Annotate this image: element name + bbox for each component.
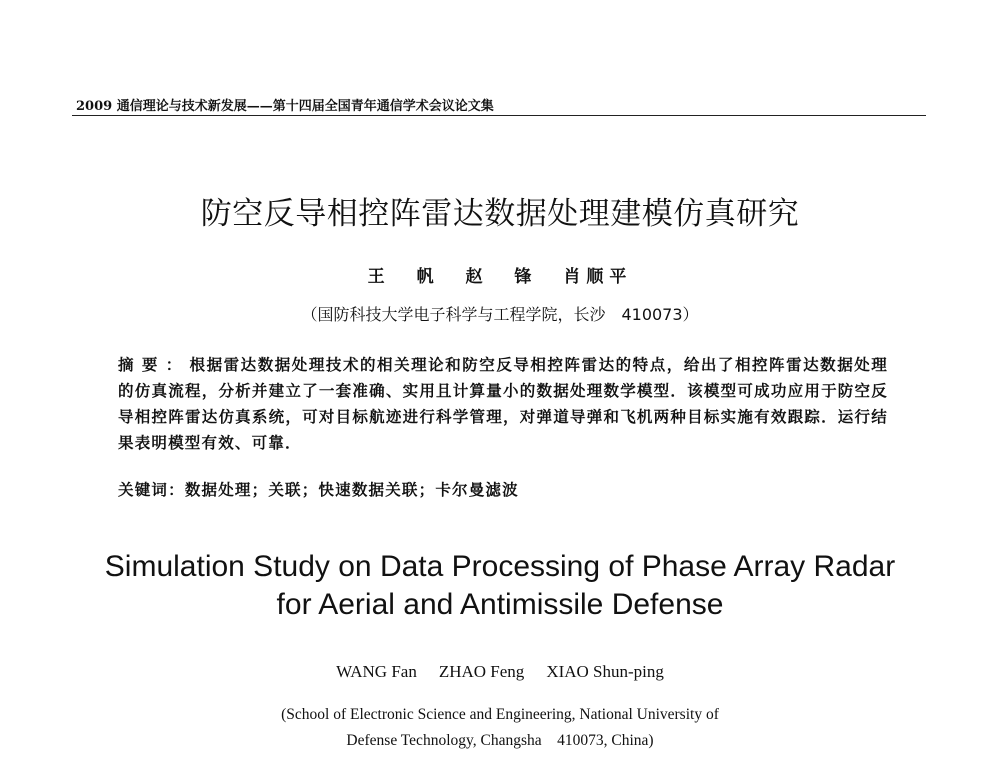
author-name: WANG Fan [336,662,417,681]
english-affiliation [0,702,1000,754]
keywords-text: 数据处理；关联；快速数据关联；卡尔曼滤波 [184,480,519,499]
chinese-title: 防空反导相控阵雷达数据处理建模仿真研究 [200,196,800,232]
abstract-label: 摘要： [118,355,190,374]
keywords-label: 关键词： [118,480,185,499]
english-affiliation-line-1: (School of Electronic Science and Engineering, National University of [281,706,719,723]
chinese-keywords [118,478,519,500]
english-title-line-1: Simulation Study on Data Processing of Phase Array Radar [104,550,896,583]
header-divider [72,115,926,116]
abstract-text: 根据雷达数据处理技术的相关理论和防空反导相控阵雷达的特点，给出了相控阵雷达数据处理的仿真流程，分析并建立了一套准确、实用且计算量小的数据处理数学模型．该模型可成功应用于防空反导相控阵雷达仿真系统，可对目标航迹进行科学管理，对弹道导弹和飞机两种目标实施有效跟踪．运行结果表明模型有效、可靠． [118,355,888,452]
author-name: XIAO Shun-ping [546,662,664,681]
english-authors [0,662,1000,682]
chinese-affiliation: （国防科技大学电子科学与工程学院，长沙 410073） [301,305,699,324]
running-header: 2009 通信理论与技术新发展——第十四届全国青年通信学术会议论文集 [76,99,494,114]
chinese-abstract [118,352,888,456]
english-affiliation-line-2: Defense Technology, Changsha 410073, China) [346,732,654,749]
chinese-authors: 王 帆 赵 锋 肖顺平 [367,267,633,287]
english-title-line-2: for Aerial and Antimissile Defense [276,588,724,621]
author-name: ZHAO Feng [438,662,525,681]
english-title [0,548,1000,624]
